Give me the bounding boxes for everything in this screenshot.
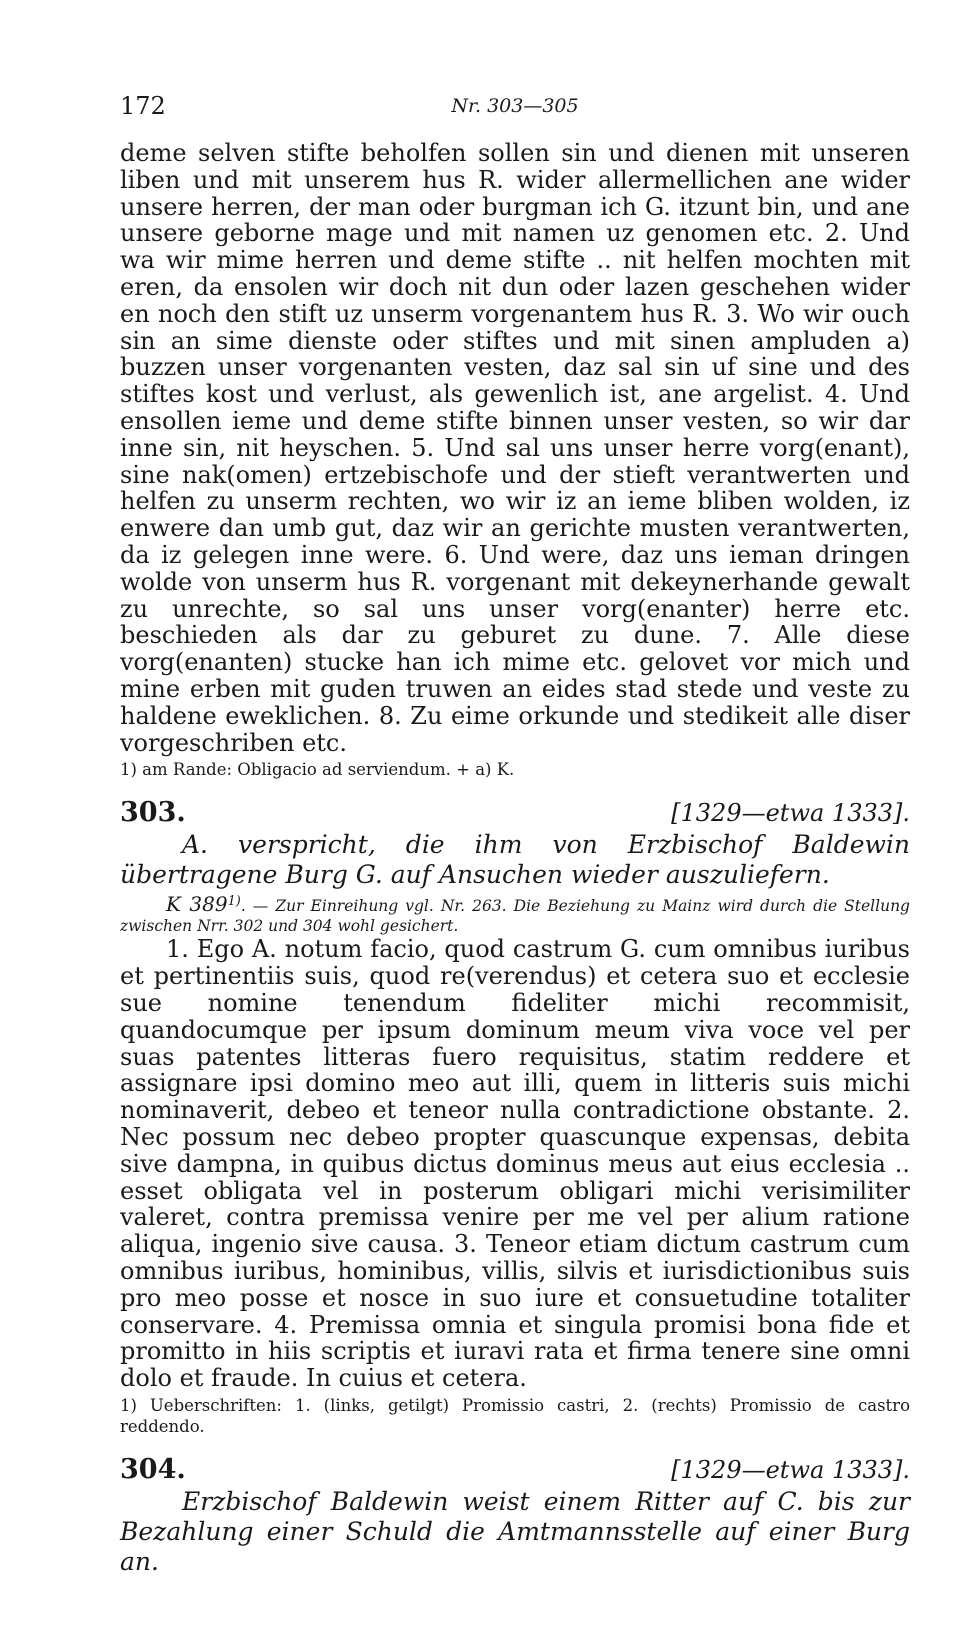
- previous-document-footnote: 1) am Rande: Obligacio ad serviendum. + a) K.: [120, 760, 515, 780]
- document-number: 303.: [120, 797, 186, 829]
- document-304-heading: [120, 1453, 910, 1487]
- source-footnote-marker: 1): [227, 894, 241, 910]
- document-303-text: 1. Ego A. notum facio, quod castrum G. cum omnibus iuribus et pertinentiis suis, quod re(verendus) et cetera suo et ecclesie sue nomine tenendum fideliter michi recommisit, quandocumque per ipsum dominum meum viva voce vel per suas patentes litteras fuero requisitus, statim reddere et assignare ipsi domino meo aut illi, quem in litteris suis michi nominaverit, debeo et teneor nulla contradictione obstante. 2. Nec possum nec debeo propter quascunque expensas, debita sive dampna, in quibus dictus dominus meus aut eius ecclesia .. esset obligata vel in posterum obligari michi verisimiliter valeret, contra premissa venire per me vel per alium ratione aliqua, ingenio sive causa. 3. Teneor etiam dictum castrum cum omnibus iuribus, hominibus, villis, silvis et iurisdictionibus suis pro meo posse et nosce in suo iure et consuetudine totaliter conservare. 4. Premissa omnia et singula promisi bona fide et promitto in hiis scriptis et iuravi rata et firma tenere sine omni dolo et fraude. In cuius et cetera.: [120, 935, 910, 1393]
- document-303-regest: A. verspricht, die ihm von Erzbischof Baldewin übertragene Burg G. auf Ansuchen wieder auszuliefern.: [120, 830, 910, 890]
- source-remark: . — Zur Einreihung vgl. Nr. 263. Die Beziehung zu Mainz wird durch die Stellung zwischen Nrr. 302 und 304 wohl gesichert.: [120, 897, 910, 936]
- page-body: [120, 140, 910, 1577]
- document-number: 304.: [120, 1454, 186, 1486]
- document-303-source-note: [120, 892, 910, 936]
- page-header: [120, 92, 910, 122]
- document-303-heading: [120, 796, 910, 830]
- document-304-regest: Erzbischof Baldewin weist einem Ritter auf C. bis zur Bezahlung einer Schuld die Amtmannsstelle auf einer Burg an.: [120, 1487, 910, 1577]
- source-signature: K 389: [166, 892, 228, 917]
- page-number: 172: [120, 92, 166, 120]
- document-date: [1329—etwa 1333].: [671, 799, 910, 828]
- document-303-footnote: 1) Ueberschriften: 1. (links, getilgt) Promissio castri, 2. (rechts) Promissio de castro reddendo.: [120, 1396, 910, 1437]
- running-title: Nr. 303—305: [451, 95, 579, 117]
- previous-document-text: deme selven stifte beholfen sollen sin und dienen mit unseren liben und mit unserem hus R. wider allermellichen ane wider unsere herren, der man oder burgman ich G. itzunt bin, und ane unsere geborne mage und mit namen uz genomen etc. 2. Und wa wir mime herren und deme stifte .. nit helfen mochten mit eren, da ensolen wir doch nit dun oder lazen geschehen wider en noch den stift uz unserm vorgenantem hus R. 3. Wo wir ouch sin an sime dienste oder stiftes und mit sinen ampluden a) buzzen unser vorgenanten vesten, daz sal sin uf sine und des stiftes kost und verlust, als gewenlich ist, ane argelist. 4. Und ensollen ieme und deme stifte binnen unser vesten, so wir dar inne sin, nit heyschen. 5. Und sal uns unser herre vorg(enant), sine nak(omen) ertzebischofe und der stieft verantwerten und helfen zu unserm rechten, wo wir iz an ieme bliben wolden, iz enwere dan umb gut, daz wir an gerichte musten verantwerten, da iz gelegen inne were. 6. Und were, daz uns ieman dringen wolde von unserm hus R. vorgenant mit dekeynerhande gewalt zu unrechte, so sal uns unser vorg(enanter) herre etc. beschieden als dar zu geburet zu dune. 7. Alle diese vorg(enanten) stucke han ich mime etc. gelovet vor mich und mine erben mit guden truwen an eides stad stede und veste zu haldene eweklichen. 8. Zu eime orkunde und stedikeit alle diser vorgeschriben etc.: [120, 139, 910, 757]
- document-date: [1329—etwa 1333].: [671, 1456, 910, 1485]
